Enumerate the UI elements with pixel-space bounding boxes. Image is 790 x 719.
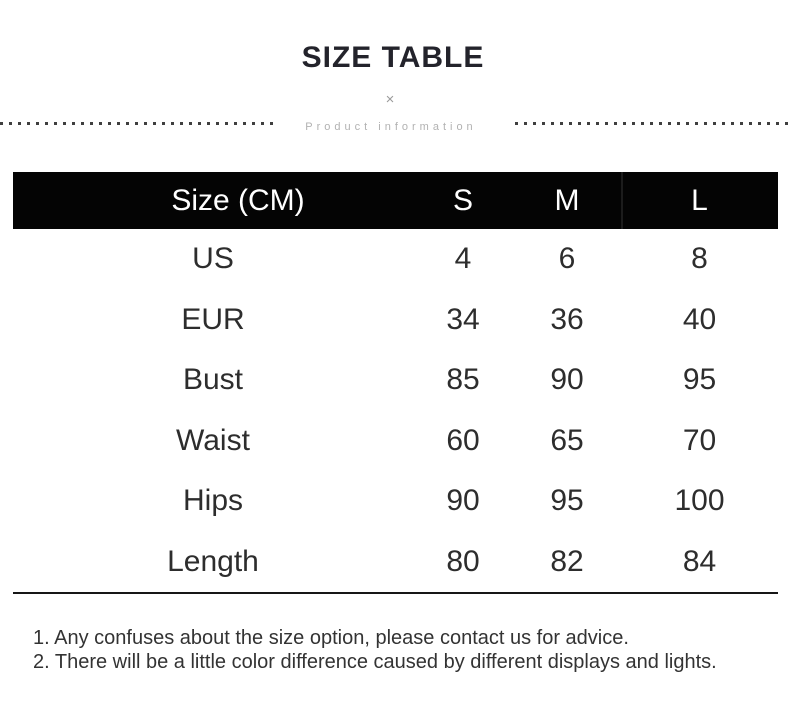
cell-s: 85: [446, 363, 480, 397]
table-row: [13, 350, 778, 411]
cell-s: 90: [446, 484, 480, 518]
table-row: [13, 290, 778, 351]
cell-l: 95: [682, 363, 717, 397]
table-body: [13, 229, 778, 594]
cell-l: 70: [682, 423, 717, 457]
row-label: Waist: [176, 423, 250, 457]
row-label: Hips: [182, 484, 243, 518]
product-information-label: Product information: [305, 121, 477, 133]
row-label: Bust: [182, 363, 244, 397]
table-row: [13, 471, 778, 532]
row-label: US: [192, 242, 234, 276]
header-size-m: M: [554, 183, 580, 217]
header-size-l: L: [691, 183, 708, 217]
header-size-cm: Size (CM): [171, 183, 305, 217]
cell-l: 8: [691, 242, 708, 276]
cell-m: 6: [558, 242, 576, 276]
table-row: [13, 532, 778, 593]
cell-m: 90: [550, 363, 584, 397]
size-table: [13, 172, 778, 594]
table-header-row: [13, 172, 778, 229]
cell-m: 65: [550, 423, 584, 457]
cell-s: 80: [446, 544, 480, 578]
table-row: [13, 411, 778, 472]
cell-l: 84: [682, 544, 717, 578]
cell-m: 36: [550, 302, 584, 336]
cell-m: 95: [550, 484, 584, 518]
notes: [33, 626, 717, 674]
note-line-2: 2. There will be a little color difference caused by different displays and lights.: [33, 651, 717, 673]
cell-l: 100: [674, 484, 725, 518]
cell-m: 82: [550, 544, 584, 578]
cell-s: 34: [446, 302, 480, 336]
page-title: SIZE TABLE: [301, 41, 485, 74]
cell-s: 60: [446, 423, 480, 457]
cell-l: 40: [682, 302, 717, 336]
x-ornament-icon: ×: [385, 91, 395, 108]
header-seam-divider: [621, 172, 623, 229]
row-label: Length: [167, 544, 259, 578]
note-line-1: 1. Any confuses about the size option, please contact us for advice.: [33, 627, 629, 649]
table-row: [13, 229, 778, 290]
header-size-s: S: [452, 183, 473, 217]
row-label: EUR: [181, 302, 245, 336]
cell-s: 4: [454, 242, 472, 276]
